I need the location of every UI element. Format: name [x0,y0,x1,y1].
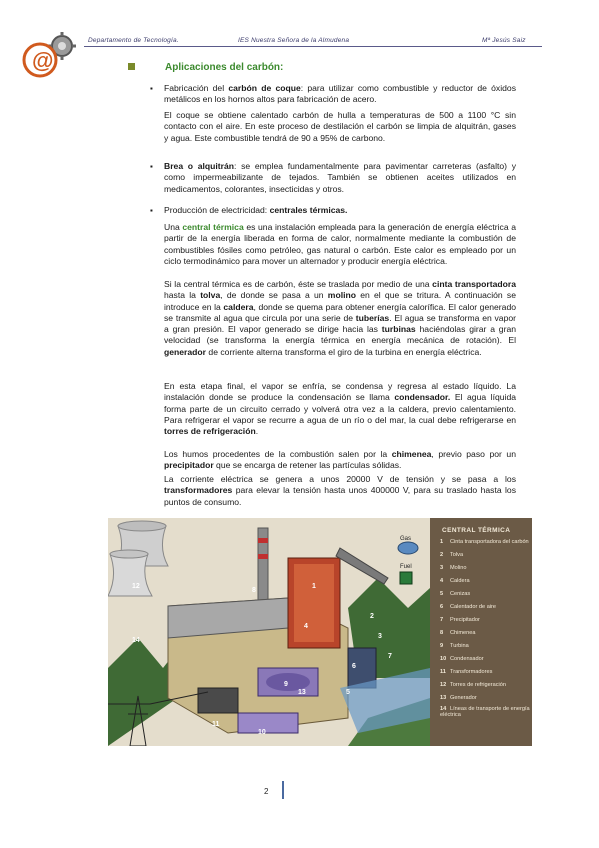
callout-10: 10 [258,729,266,736]
legend-item-number: 8 [440,630,444,636]
legend-item-number: 2 [440,552,444,558]
paragraph-humos: Los humos procedentes de la combustión salen por la chimenea, previo paso por un precipitador que se encarga de retener las partículas sólidas. [164,449,516,471]
legend-item [440,539,530,545]
callout-6: 6 [352,663,356,670]
bullet-marker: ▪ [150,206,153,215]
legend-title: CENTRAL TÉRMICA [442,527,511,534]
legend-item-number: 9 [440,643,444,649]
legend-item [440,656,530,662]
fuel-label: Fuel [400,564,412,570]
legend-item [440,552,530,558]
legend-item-number: 13 [440,695,447,701]
page-number-bar [282,781,284,799]
school-logo [18,28,80,80]
legend-item [440,706,530,718]
callout-8: 8 [252,587,256,594]
legend-item-label: Molino [450,565,467,571]
legend-item [440,617,530,623]
callout-7: 7 [388,653,392,660]
legend-item-label: Precipitador [450,617,480,623]
legend-item [440,682,530,688]
legend-item [440,604,530,610]
paragraph-condensacion: En esta etapa final, el vapor se enfría, se condensa y regresa al estado líquido. La instalación donde se produce la condensación se llama condensador. El agua líquida forma parte de un circuito cerrado y volverá otra vez a la caldera, previo calentamiento. Para refrigerar el vapor se recurre a agua de un río o del mar, la cual debe refrigerarse en torres de refrigeración. [164,381,517,437]
legend-item [440,643,530,649]
legend-item-label: Cinta transportadora del carbón [450,539,529,545]
legend-item-label: Condensador [450,656,484,662]
callout-5: 5 [346,689,350,696]
callout-3: 3 [378,633,382,640]
legend-item-number: 6 [440,604,444,610]
callout-11: 11 [212,721,220,728]
paragraph-central-termica: Una central térmica es una instalación empleada para la generación de energía eléctrica a partir de la energía liberada en forma de calor, normalmente mediante la combustión de combustibles fósiles como petróleo, gas natural o carbón. Este calor es empleado por un ciclo termodinámico para mover un alternador y producir energía eléctrica. [164,222,516,266]
legend-item-number: 1 [440,539,444,545]
bullet-coque: Fabricación del carbón de coque: para utilizar como combustible y reductor de óxidos metálicos en los hornos altos para fabricación de acero. [164,83,516,105]
legend-item-number: 11 [440,669,446,675]
legend-item-number: 10 [440,656,447,662]
callout-14: 14 [132,637,140,644]
legend-item [440,695,530,701]
gas-label: Gas [400,536,412,542]
legend-item-label: Cenizas [450,591,471,597]
paragraph-transformadores: La corriente eléctrica se genera a unos 20000 V de tensión y se pasa a los transformadores para elevar la tensión hasta unos 400000 V, para su traslado hasta los puntos de consumo. [164,474,516,507]
section-title: Aplicaciones del carbón: [165,62,284,73]
header-department: Departamento de Tecnología. [88,37,179,44]
coque-detail: El coque se obtiene calentado carbón de hulla a temperaturas de 500 a 1100 °C sin contacto con el aire. En este proceso de destilación el carbón se limpia de alquitrán, gases y agua. Este combustible tendrá de 90 a 95% de carbono. [164,110,516,143]
svg-text:@: @ [32,48,54,73]
term-carbon-coque: carbón de coque [228,83,301,93]
legend-item-number: 14 [440,706,447,712]
legend-item [440,630,530,636]
bullet-marker: ▪ [150,84,153,93]
callout-13: 13 [298,689,306,696]
header-school: IES Nuestra Señora de la Almudena [238,37,350,44]
legend-item-label: Torres de refrigeración [450,682,506,688]
legend-item-label: Tolva [450,552,464,558]
page-number: 2 [264,787,269,796]
legend-item [440,669,530,675]
legend-item-label: Generador [450,695,477,701]
term-centrales-termicas: centrales térmicas. [269,205,348,215]
section-bullet-icon [128,63,135,70]
callout-12: 12 [132,583,140,590]
legend-item-number: 7 [440,617,444,623]
legend-item [440,578,530,584]
bullet-marker: ▪ [150,162,153,171]
callout-9: 9 [284,681,288,688]
header-divider [84,46,542,47]
callout-4: 4 [304,623,308,630]
header-author: Mª Jesús Saiz [482,37,526,44]
legend-item-label: Líneas de transporte de energía eléctrica [440,706,530,719]
legend-item [440,565,530,571]
legend-item-number: 3 [440,565,444,571]
legend-item-number: 4 [440,578,444,584]
legend-item-label: Chimenea [450,630,476,636]
legend-item-label: Turbina [450,643,469,649]
legend-item-number: 5 [440,591,444,597]
legend-item-number: 12 [440,682,447,688]
legend-item-label: Transformadores [450,669,493,675]
legend-item-label: Calentador de aire [450,604,497,610]
term-brea: Brea o alquitrán [164,161,235,171]
callout-2: 2 [370,613,374,620]
paragraph-proceso: Si la central térmica es de carbón, éste se traslada por medio de una cinta transportadora hasta la tolva, de donde se pasa a un molino en el que se tritura. A continuación se introduce en la caldera, donde se quema para obtener energía calorífica. El calor generado se transmite al agua que circula por una serie de tuberías. El agua se transforma en vapor a gran presión. El vapor generado se dirige hacia las turbinas haciéndolas girar a gran velocidad (se transforma la energía térmica en energía mecánica de rotación). El generador de corriente alterna transforma el giro de la turbina en energía eléctrica. [164,279,517,357]
bullet-electricidad: Producción de electricidad: centrales térmicas. [164,205,348,215]
legend-item-label: Caldera [450,578,470,584]
callout-1: 1 [312,583,316,590]
legend-item [440,591,530,597]
bullet-brea: Brea o alquitrán: se emplea fundamentalmente para pavimentar carreteras (asfalto) y como impermeabilizante de tejados. También se obtienen aceites utilizados en medicamentos, colorantes, insecticidas y otros. [164,161,516,194]
